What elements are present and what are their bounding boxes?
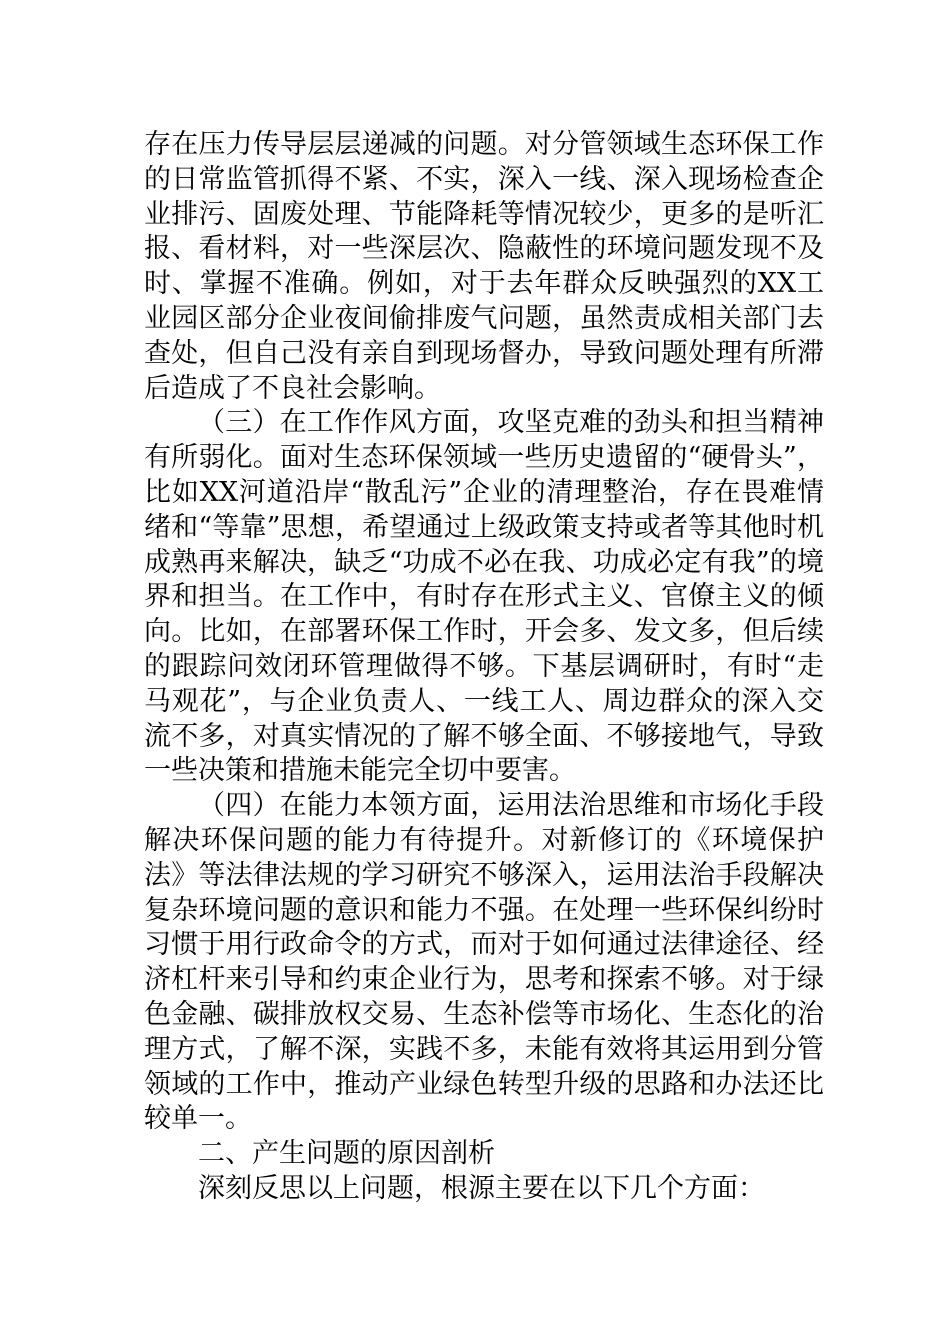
paragraph-continuation: 存在压力传导层层递减的问题。对分管领域生态环保工作的日常监管抓得不紧、不实，深入一线、深入现场检查企业排污、固废处理、节能降耗等情况较少，更多的是听汇报、看材料，对一些深层次、隐蔽性的环境问题发现不及时、掌握不准确。例如，对于去年群众反映强烈的XX工业园区部分企业夜间偷排废气问题，虽然责成相关部门去查处，但自己没有亲自到现场督办，导致问题处理有所滞后造成了不良社会影响。: [144, 129, 824, 404]
paragraph-work-style: （三）在工作作风方面，攻坚克难的劲头和担当精神有所弱化。面对生态环保领域一些历史遗留的“硬骨头”，比如XX河道沿岸“散乱污”企业的清理整治，存在畏难情绪和“等靠”思想，希望通过上级政策支持或者等其他时机成熟再来解决，缺乏“功成不必在我、功成必定有我”的境界和担当。在工作中，有时存在形式主义、官僚主义的倾向。比如，在部署环保工作时，开会多、发文多，但后续的跟踪问效闭环管理做得不够。下基层调研时，有时“走马观花”，与企业负责人、一线工人、周边群众的深入交流不多，对真实情况的了解不够全面、不够接地气，导致一些决策和措施未能完全切中要害。: [144, 407, 824, 787]
section-heading-causes: 二、产生问题的原因剖析: [198, 1138, 495, 1170]
paragraph-intro-causes: 深刻反思以上问题，根源主要在以下几个方面：: [198, 1172, 765, 1204]
document-body: [144, 128, 824, 1207]
paragraph-ability: （四）在能力本领方面，运用法治思维和市场化手段解决环保问题的能力有待提升。对新修订的《环境保护法》等法律法规的学习研究不够深入，运用法治手段解决复杂环境问题的意识和能力不强。在处理一些环保纠纷时习惯于用行政命令的方式，而对于如何通过法律途径、经济杠杆来引导和约束企业行为，思考和探索不够。对于绿色金融、碳排放权交易、生态补偿等市场化、生态化的治理方式，了解不深，实践不多，未能有效将其运用到分管领域的工作中，推动产业绿色转型升级的思路和办法还比较单一。: [144, 790, 824, 1135]
